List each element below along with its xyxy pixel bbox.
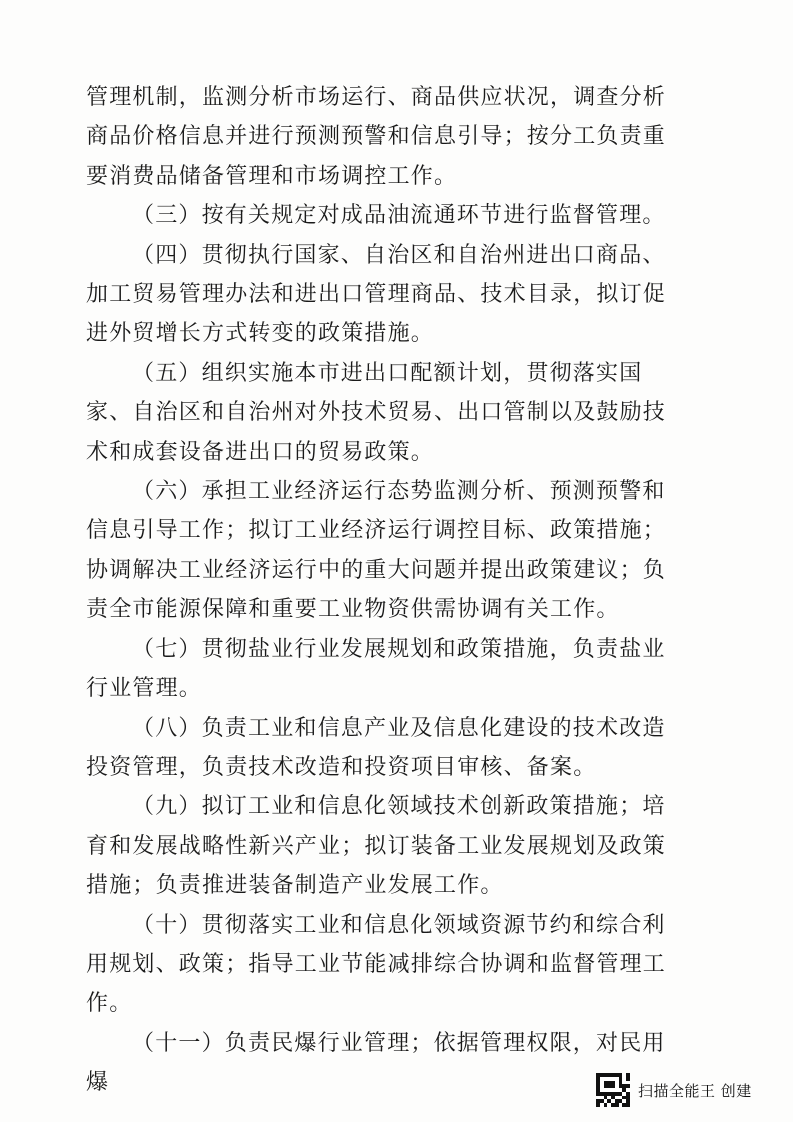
- paragraph-6: [86, 630, 676, 709]
- paragraph-text: （四）贯彻执行国家、自治区和自治州进出口商品、加工贸易管理办法和进出口管理商品、技术目录，拟订促进外贸增长方式转变的政策措施。: [86, 242, 667, 347]
- paragraph-text: （三）按有关规定对成品油流通环节进行监督管理。: [132, 203, 666, 229]
- paragraph-10: [86, 1024, 676, 1103]
- paragraph-text: （八）负责工业和信息产业及信息化建设的技术改造投资管理，负责技术改造和投资项目审核、备案。: [86, 715, 666, 780]
- paragraph-1: [86, 78, 676, 196]
- paragraph-2: [86, 196, 676, 235]
- qr-code-icon: [596, 1073, 630, 1107]
- paragraph-4: [86, 354, 676, 472]
- scanner-brand-label: 扫描全能王 创建: [638, 1081, 752, 1100]
- paragraph-text: （五）组织实施本市进出口配额计划，贯彻落实国家、自治区和自治州对外技术贸易、出口管制以及鼓励技术和成套设备进出口的贸易政策。: [86, 360, 667, 465]
- paragraph-9: [86, 906, 676, 1024]
- paragraph-8: [86, 787, 676, 905]
- paragraph-text: （七）贯彻盐业行业发展规划和政策措施，负责盐业行业管理。: [86, 636, 666, 702]
- scanner-watermark: [596, 1072, 786, 1108]
- paragraph-text: （六）承担工业经济运行态势监测分析、预测预警和信息引导工作；拟订工业经济运行调控目标、政策措施；协调解决工业经济运行中的重大问题并提出政策建议；负责全市能源保障和重要工业物资供需协调有关工作。: [86, 479, 667, 623]
- paragraph-text: （九）拟订工业和信息化领域技术创新政策措施；培育和发展战略性新兴产业；拟订装备工业发展规划及政策措施；负责推进装备制造产业发展工作。: [86, 794, 667, 899]
- paragraph-text: （十一）负责民爆行业管理；依据管理权限，对民用爆: [86, 1030, 666, 1096]
- paragraph-text: 管理机制，监测分析市场运行、商品供应状况，调查分析商品价格信息并进行预测预警和信息引导；按分工负责重要消费品储备管理和市场调控工作。: [86, 85, 667, 189]
- paragraph-text: （十）贯彻落实工业和信息化领域资源节约和综合利用规划、政策；指导工业节能减排综合协调和监督管理工作。: [86, 912, 667, 1017]
- paragraph-5: [86, 472, 676, 630]
- paragraph-3: [86, 236, 676, 354]
- paragraph-7: [86, 709, 676, 788]
- document-body: [86, 78, 676, 1103]
